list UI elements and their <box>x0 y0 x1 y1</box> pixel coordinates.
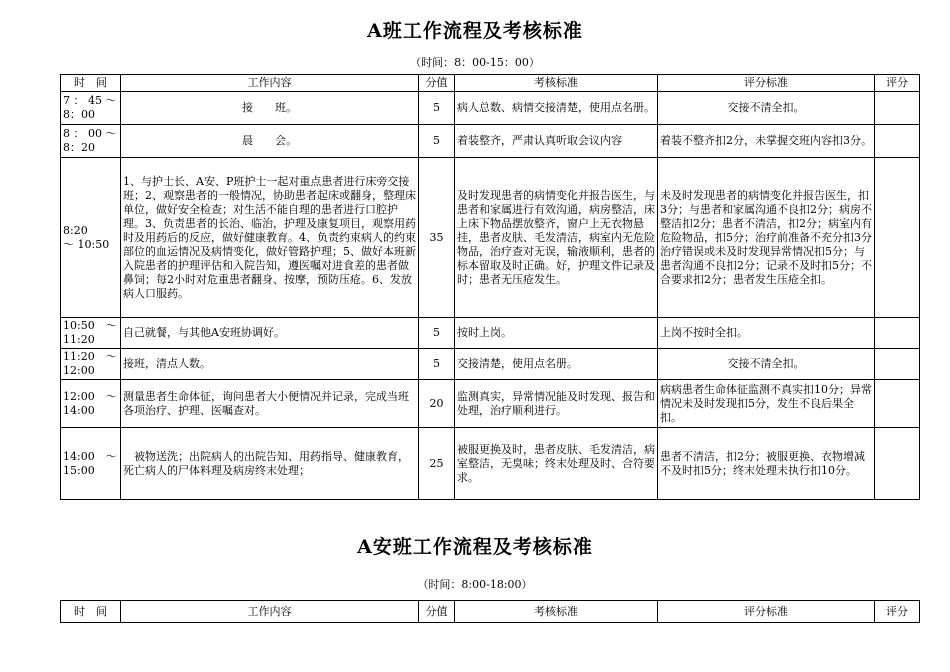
grade-cell[interactable] <box>875 92 920 125</box>
score-cell: 5 <box>419 92 455 125</box>
table-row <box>61 428 920 500</box>
content-cell: 接班，清点人数。 <box>121 349 419 380</box>
time-cell: 14:00 ～ 15:00 <box>61 428 121 500</box>
score-cell: 25 <box>419 428 455 500</box>
header-grade: 评分 <box>875 75 920 92</box>
header-criteria: 考核标准 <box>455 601 658 623</box>
time-cell: 7 ： 45 ～ 8：00 <box>61 92 121 125</box>
header-content: 工作内容 <box>121 601 419 623</box>
criteria-cell: 按时上岗。 <box>455 318 658 349</box>
header-score: 分值 <box>419 75 455 92</box>
criteria-cell: 及时发现患者的病情变化并报告医生，与患者和家属进行有效沟通，病房整洁，床上床下物品摆放整齐，窗户上无衣物悬挂，患者皮肤、毛发清洁，病室内无危险物品，治疗查对无误，输液顺利，患者的标本留取及时正确。好，护理文件记录及时；患者无压疮发生。 <box>455 158 658 318</box>
table-row <box>61 318 920 349</box>
table-row <box>61 125 920 158</box>
table-row <box>61 349 920 380</box>
score-cell: 5 <box>419 125 455 158</box>
rubric-cell: 未及时发现患者的病情变化并报告医生，扣3分；与患者和家属沟通不良扣2分；病房不整洁扣2分；患者不清洁，扣2分；病室内有危险物品，扣5分；治疗前准备不充分扣3分治疗错误或未及时发现异常情况扣5分；与患者沟通不良扣2分；记录不及时扣5分；不合要求扣2分；患者发生压疮全扣。 <box>658 158 875 318</box>
grade-cell[interactable] <box>875 380 920 428</box>
time-range-a-safe-shift: （时间：8:00-18:00） <box>417 578 533 591</box>
score-cell: 5 <box>419 318 455 349</box>
time-cell: 11:20 ～ 12:00 <box>61 349 121 380</box>
score-cell: 20 <box>419 380 455 428</box>
content-cell: 晨 会。 <box>121 125 419 158</box>
score-cell: 5 <box>419 349 455 380</box>
score-cell: 35 <box>419 158 455 318</box>
table-header-row <box>61 601 920 623</box>
header-rubric: 评分标准 <box>658 75 875 92</box>
a-safe-shift-table <box>60 600 920 623</box>
time-cell: 10:50 ～ 11:20 <box>61 318 121 349</box>
rubric-cell: 患者不清洁，扣2分；被服更换、衣物增减不及时扣5分；终末处理未执行扣10分。 <box>658 428 875 500</box>
rubric-cell: 交接不清全扣。 <box>658 349 875 380</box>
header-criteria: 考核标准 <box>455 75 658 92</box>
time-cell: 8:20 ～ 10:50 <box>61 158 121 318</box>
table-row <box>61 92 920 125</box>
header-grade: 评分 <box>875 601 920 623</box>
time-range-a-shift: （时间：8：00-15：00） <box>410 56 540 69</box>
content-cell: 接 班。 <box>121 92 419 125</box>
content-cell: 测量患者生命体征，询问患者大小便情况并记录，完成当班各项治疗、护理、医嘱查对。 <box>121 380 419 428</box>
rubric-cell: 上岗不按时全扣。 <box>658 318 875 349</box>
criteria-cell: 监测真实，异常情况能及时发现、报告和处理，治疗顺利进行。 <box>455 380 658 428</box>
rubric-cell: 着装不整齐扣2分，未掌握交班内容扣3分。 <box>658 125 875 158</box>
table-row <box>61 158 920 318</box>
header-score: 分值 <box>419 601 455 623</box>
table-row <box>61 380 920 428</box>
content-cell: 1、与护士长、A安、P班护士一起对重点患者进行床旁交接班；2、观察患者的一般情况，协助患者起床或翻身，整理床单位，做好安全检查；对生活不能自理的患者进行口腔护理。3、负责患者的长治、临治，护理及康复项目，观察用药时及用药后的反应，做好健康教育。4、负责约束病人的约束部位的血运情况及病情变化，做好管路护理；5、做好本班新入院患者的护理评估和入院告知，遵医嘱对进食差的患者做鼻饲；每2小时对危重患者翻身、按摩，预防压疮。6、发放病人口服药。 <box>121 158 419 318</box>
grade-cell[interactable] <box>875 158 920 318</box>
content-cell: 被物送洗；出院病人的出院告知、用药指导、健康教育，死亡病人的尸体料理及病房终末处理； <box>121 428 419 500</box>
criteria-cell: 被服更换及时，患者皮肤、毛发清洁，病室整洁，无臭味；终末处理及时、合符要求。 <box>455 428 658 500</box>
a-shift-table <box>60 74 920 500</box>
grade-cell[interactable] <box>875 318 920 349</box>
grade-cell[interactable] <box>875 125 920 158</box>
time-cell: 12:00 ～ 14:00 <box>61 380 121 428</box>
page-title-a-shift: A班工作流程及考核标准 <box>367 20 583 42</box>
page-title-a-safe-shift: A安班工作流程及考核标准 <box>357 536 593 558</box>
grade-cell[interactable] <box>875 349 920 380</box>
table-header-row <box>61 75 920 92</box>
rubric-cell: 病病患者生命体征监测不真实扣10分；异常情况未及时发现扣5分，发生不良后果全扣。 <box>658 380 875 428</box>
criteria-cell: 交接清楚，使用点名册。 <box>455 349 658 380</box>
criteria-cell: 着装整齐，严肃认真听取会议内容 <box>455 125 658 158</box>
header-content: 工作内容 <box>121 75 419 92</box>
content-cell: 自己就餐，与其他A安班协调好。 <box>121 318 419 349</box>
header-time: 时 间 <box>61 75 121 92</box>
grade-cell[interactable] <box>875 428 920 500</box>
header-time: 时 间 <box>61 601 121 623</box>
rubric-cell: 交接不清全扣。 <box>658 92 875 125</box>
criteria-cell: 病人总数、病情交接清楚，使用点名册。 <box>455 92 658 125</box>
time-cell: 8 ： 00 ～ 8：20 <box>61 125 121 158</box>
header-rubric: 评分标准 <box>658 601 875 623</box>
